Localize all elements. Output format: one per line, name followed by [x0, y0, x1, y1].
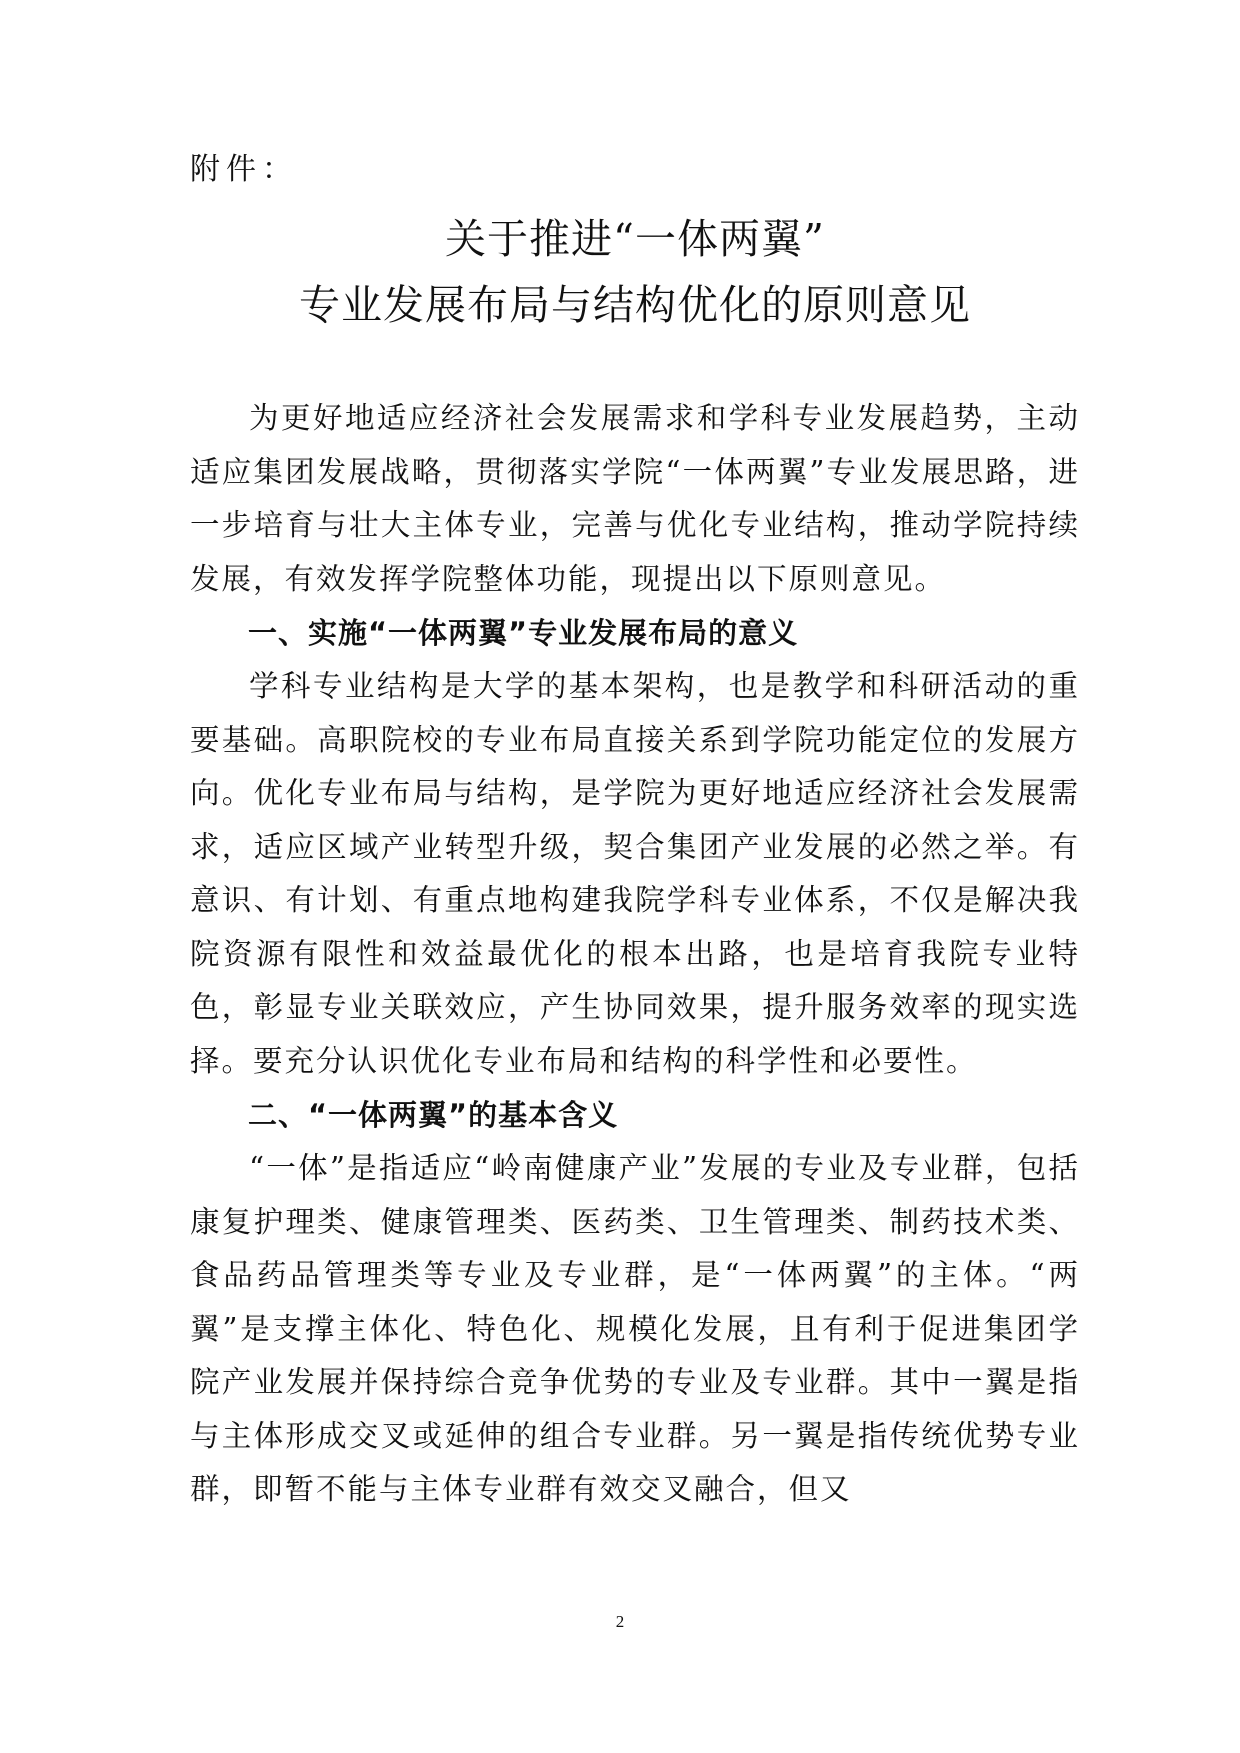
- section-1-paragraph: 学科专业结构是大学的基本架构，也是教学和科研活动的重要基础。高职院校的专业布局直接关系到学院功能定位的发展方向。优化专业布局与结构，是学院为更好地适应经济社会发展需求，适应区域产业转型升级，契合集团产业发展的必然之举。有意识、有计划、有重点地构建我院学科专业体系，不仅是解决我院资源有限性和效益最优化的根本出路，也是培育我院专业特色，彰显专业关联效应，产生协同效果，提升服务效率的现实选择。要充分认识优化专业布局和结构的科学性和必要性。: [190, 669, 1080, 1078]
- section-1-heading: 一、实施“一体两翼”专业发展布局的意义: [248, 616, 799, 650]
- page-number: 2: [615, 1612, 625, 1631]
- intro-paragraph: 为更好地适应经济社会发展需求和学科专业发展趋势，主动适应集团发展战略，贯彻落实学院“一体两翼”专业发展思路，进一步培育与壮大主体专业，完善与优化专业结构，推动学院持续发展，有效发挥学院整体功能，现提出以下原则意见。: [190, 401, 1080, 596]
- section-2-paragraph: “一体”是指适应“岭南健康产业”发展的专业及专业群，包括康复护理类、健康管理类、医药类、卫生管理类、制药技术类、食品药品管理类等专业及专业群，是“一体两翼”的主体。“两翼”是支撑主体化、特色化、规模化发展，且有利于促进集团学院产业发展并保持综合竞争优势的专业及专业群。其中一翼是指与主体形成交叉或延伸的组合专业群。另一翼是指传统优势专业群，即暂不能与主体专业群有效交叉融合，但又: [190, 1151, 1080, 1506]
- document-page: [190, 150, 1080, 1517]
- title-line-1: 关于推进“一体两翼”: [445, 215, 825, 263]
- section-2-heading: 二、“一体两翼”的基本含义: [248, 1098, 619, 1132]
- attachment-label: 附件：: [190, 152, 298, 187]
- document-title: [190, 206, 1080, 338]
- title-line-2: 专业发展布局与结构优化的原则意见: [299, 281, 971, 329]
